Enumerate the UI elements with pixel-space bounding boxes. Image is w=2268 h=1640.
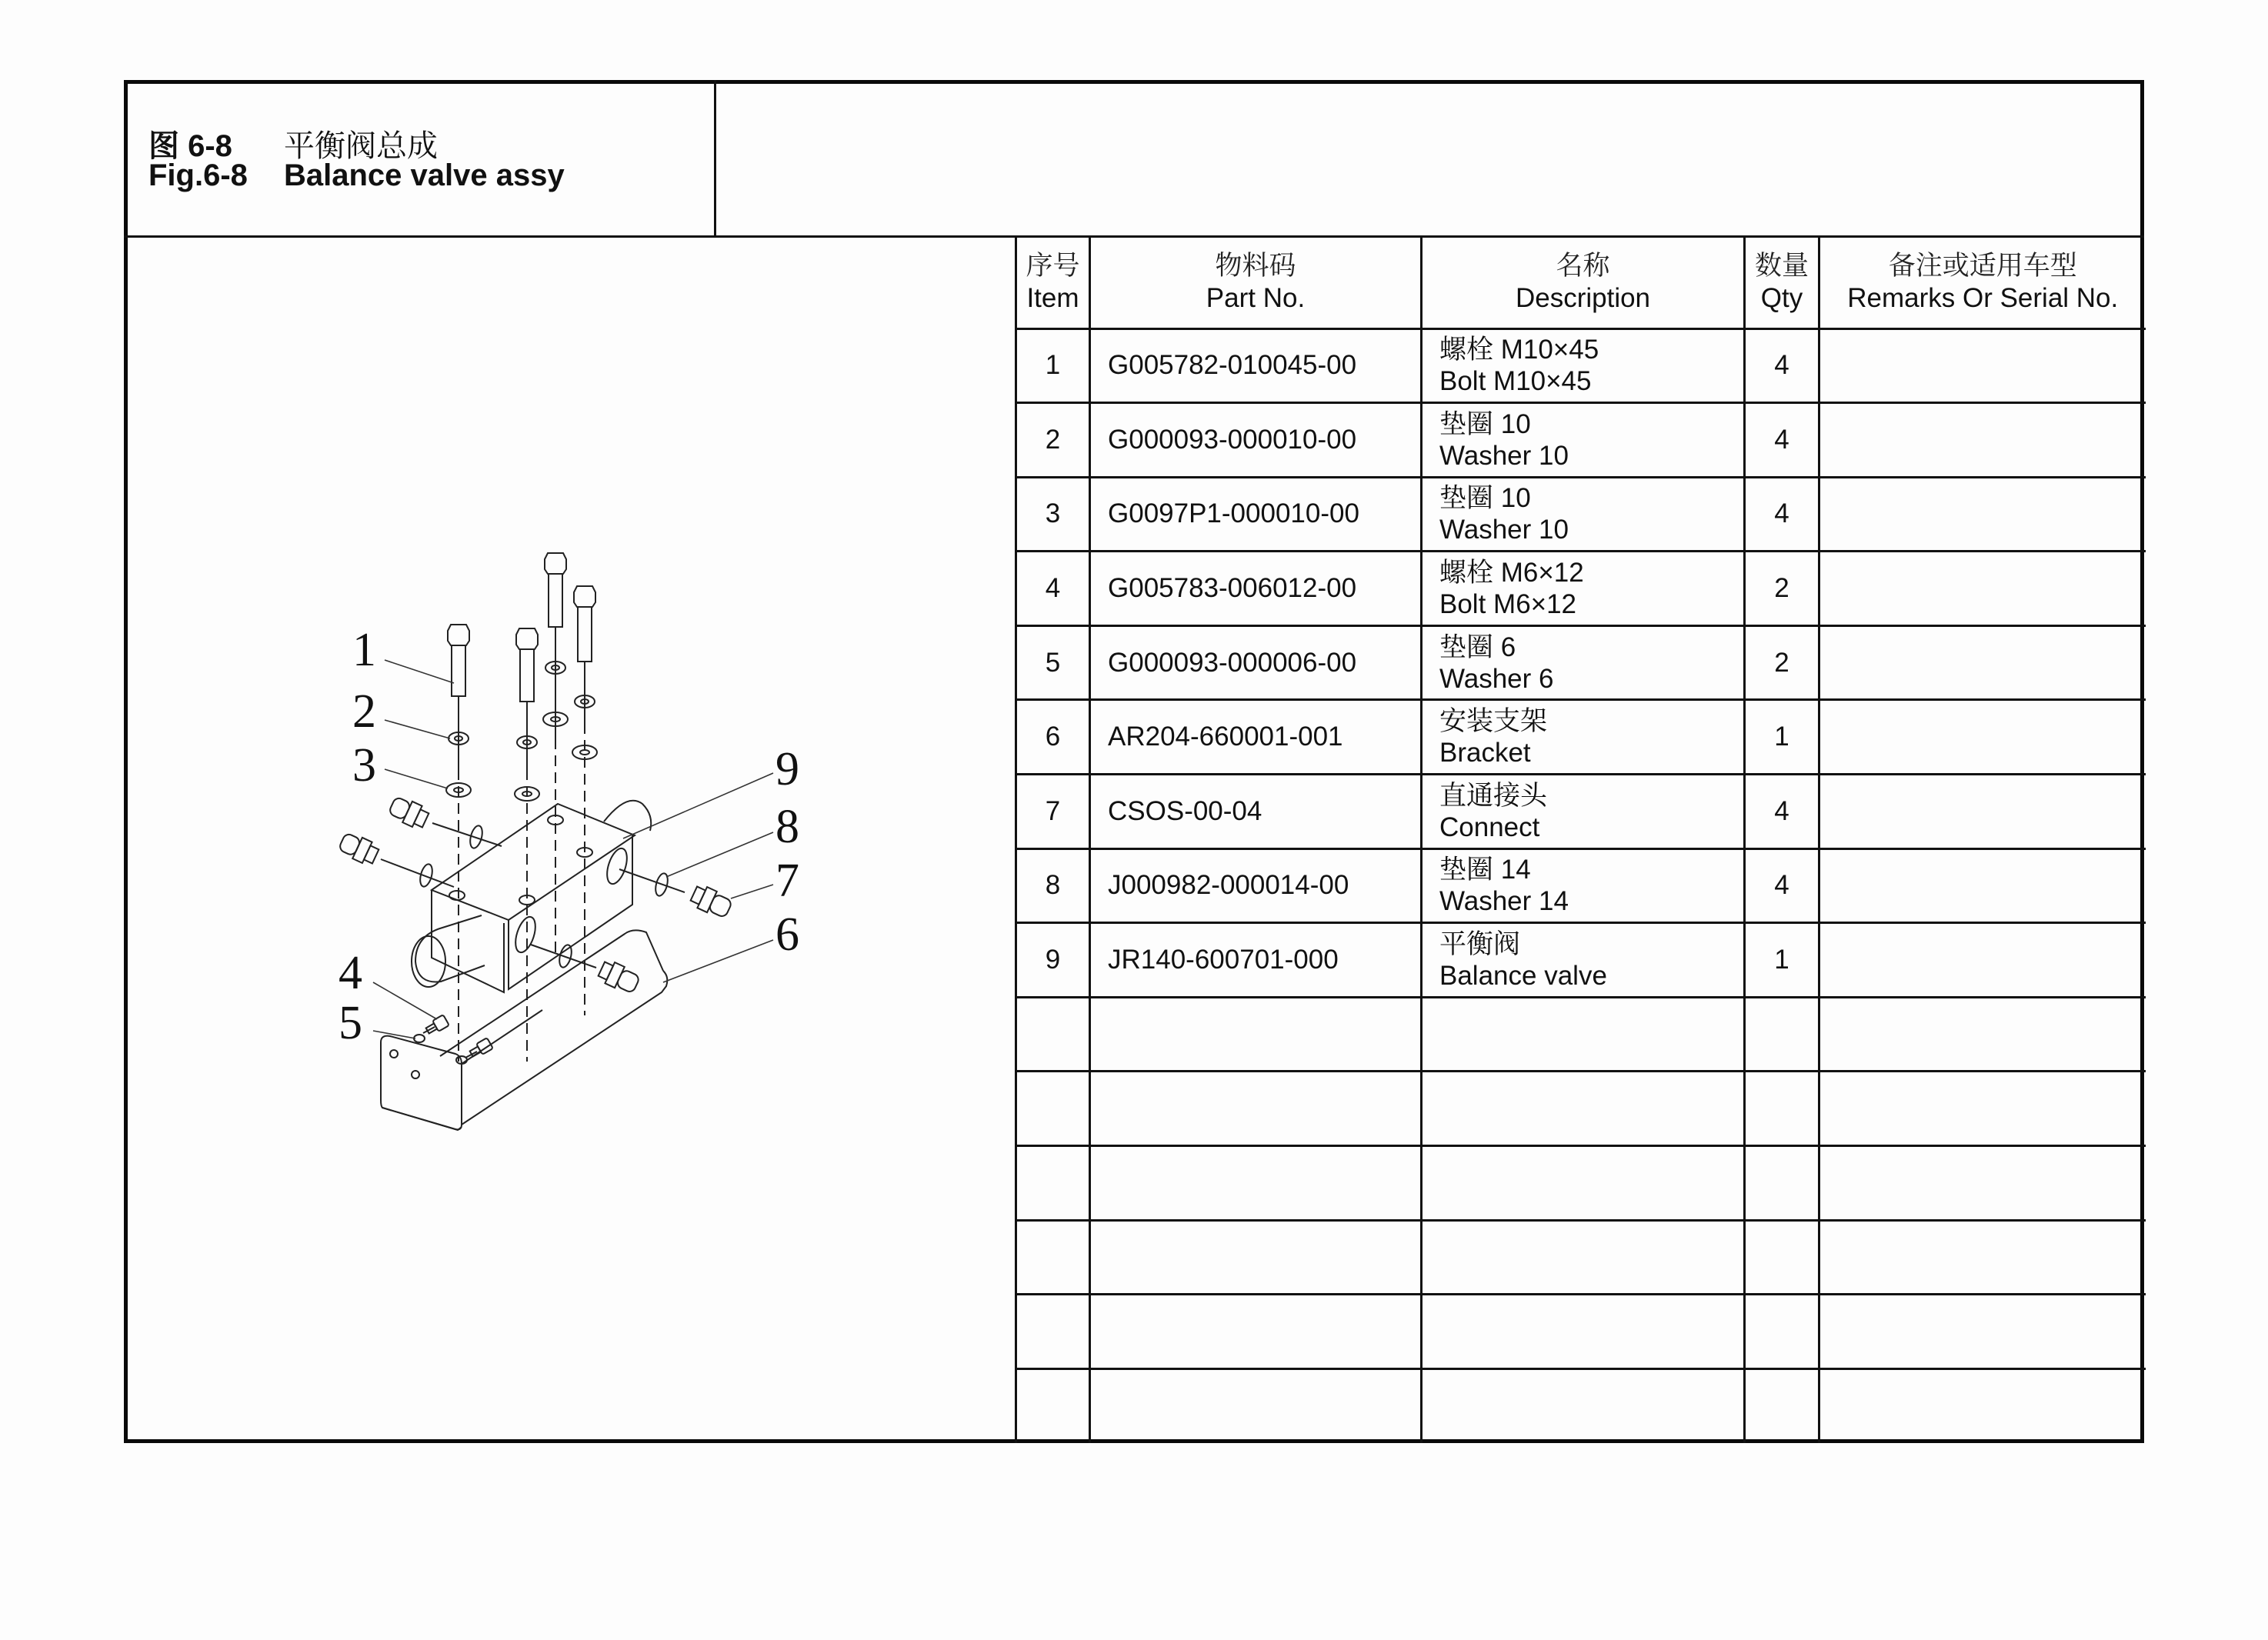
- cell-remarks: [1819, 552, 2146, 626]
- assembly-centerlines: [459, 723, 585, 1062]
- table-row: [1016, 328, 2146, 403]
- small-bolt-parts: [414, 1015, 493, 1064]
- cell-part-no: G005782-010045-00: [1090, 328, 1422, 403]
- callout-9: 9: [775, 743, 799, 795]
- cell-qty: 1: [1745, 923, 1819, 998]
- empty-table-row: [1016, 1146, 2146, 1221]
- table-row: [1016, 848, 2146, 923]
- empty-table-row: [1016, 1072, 2146, 1146]
- cell-part-no: G000093-000006-00: [1090, 625, 1422, 700]
- callout-6: 6: [775, 908, 799, 961]
- cell-description: 直通接头 Connect: [1422, 775, 1745, 849]
- exploded-drawing: [128, 238, 1015, 1439]
- empty-table-row: [1016, 1368, 2146, 1443]
- cell-remarks: [1819, 403, 2146, 478]
- header-part-no: 物料码 Part No.: [1090, 238, 1422, 328]
- callout-4: 4: [339, 947, 362, 999]
- callout-numbers: [339, 624, 799, 1049]
- cell-remarks: [1819, 923, 2146, 998]
- parts-list-table: [1015, 238, 2146, 1443]
- table-row: [1016, 403, 2146, 478]
- cell-part-no: G005783-006012-00: [1090, 552, 1422, 626]
- cell-part-no: JR140-600701-000: [1090, 923, 1422, 998]
- figure-number-en: Fig.6-8: [148, 158, 248, 192]
- cell-item: 7: [1016, 775, 1090, 849]
- cell-remarks: [1819, 700, 2146, 775]
- callout-5: 5: [339, 997, 362, 1049]
- empty-table-row: [1016, 1295, 2146, 1369]
- cell-remarks: [1819, 328, 2146, 403]
- balance-valve-assembly-illustration: [128, 238, 1015, 1439]
- cell-description: 垫圈 10 Washer 10: [1422, 403, 1745, 478]
- bolt-parts: [448, 553, 595, 702]
- table-row: [1016, 552, 2146, 626]
- cell-description: 平衡阀 Balance valve: [1422, 923, 1745, 998]
- cell-qty: 2: [1745, 625, 1819, 700]
- cell-remarks: [1819, 625, 2146, 700]
- header-remarks: 备注或适用车型 Remarks Or Serial No.: [1819, 238, 2146, 328]
- callout-7: 7: [775, 855, 799, 907]
- bracket-part: [381, 930, 667, 1130]
- cell-description: 垫圈 10 Washer 10: [1422, 477, 1745, 552]
- figure-name-en: Balance valve assy: [284, 158, 565, 192]
- cell-item: 9: [1016, 923, 1090, 998]
- cell-description: 垫圈 14 Washer 14: [1422, 848, 1745, 923]
- header-qty: 数量 Qty: [1745, 238, 1819, 328]
- table-row: [1016, 625, 2146, 700]
- cell-remarks: [1819, 477, 2146, 552]
- empty-table-row: [1016, 1220, 2146, 1295]
- figure-title-en: [148, 158, 565, 193]
- cell-part-no: AR204-660001-001: [1090, 700, 1422, 775]
- cell-part-no: G000093-000010-00: [1090, 403, 1422, 478]
- cell-part-no: CSOS-00-04: [1090, 775, 1422, 849]
- table-row: [1016, 700, 2146, 775]
- cell-item: 2: [1016, 403, 1090, 478]
- callout-1: 1: [352, 624, 376, 676]
- cell-part-no: J000982-000014-00: [1090, 848, 1422, 923]
- callout-2: 2: [352, 685, 376, 738]
- cell-remarks: [1819, 775, 2146, 849]
- cell-qty: 4: [1745, 477, 1819, 552]
- cell-part-no: G0097P1-000010-00: [1090, 477, 1422, 552]
- table-row: [1016, 775, 2146, 849]
- cell-qty: 2: [1745, 552, 1819, 626]
- empty-table-row: [1016, 997, 2146, 1072]
- valve-block-part: [412, 801, 651, 992]
- cell-description: 螺栓 M6×12 Bolt M6×12: [1422, 552, 1745, 626]
- cell-qty: 4: [1745, 848, 1819, 923]
- header-description: 名称 Description: [1422, 238, 1745, 328]
- cell-item: 6: [1016, 700, 1090, 775]
- callout-8: 8: [775, 801, 799, 853]
- cell-qty: 4: [1745, 403, 1819, 478]
- cell-item: 1: [1016, 328, 1090, 403]
- cell-item: 5: [1016, 625, 1090, 700]
- table-row: [1016, 923, 2146, 998]
- title-band: [716, 80, 2144, 238]
- cell-item: 3: [1016, 477, 1090, 552]
- table-row: [1016, 477, 2146, 552]
- table-header-row: [1016, 238, 2146, 328]
- cell-qty: 4: [1745, 775, 1819, 849]
- header-item: 序号 Item: [1016, 238, 1090, 328]
- figure-number-zh: 图 6-8: [148, 129, 232, 163]
- cell-remarks: [1819, 848, 2146, 923]
- cell-qty: 1: [1745, 700, 1819, 775]
- cell-qty: 4: [1745, 328, 1819, 403]
- washer-parts: [446, 662, 597, 801]
- cell-description: 安装支架 Bracket: [1422, 700, 1745, 775]
- cell-item: 8: [1016, 848, 1090, 923]
- cell-item: 4: [1016, 552, 1090, 626]
- cell-description: 螺栓 M10×45 Bolt M10×45: [1422, 328, 1745, 403]
- fitting-parts: [337, 795, 733, 996]
- cell-description: 垫圈 6 Washer 6: [1422, 625, 1745, 700]
- callout-3: 3: [352, 739, 376, 792]
- figure-name-zh: 平衡阀总成: [284, 129, 438, 163]
